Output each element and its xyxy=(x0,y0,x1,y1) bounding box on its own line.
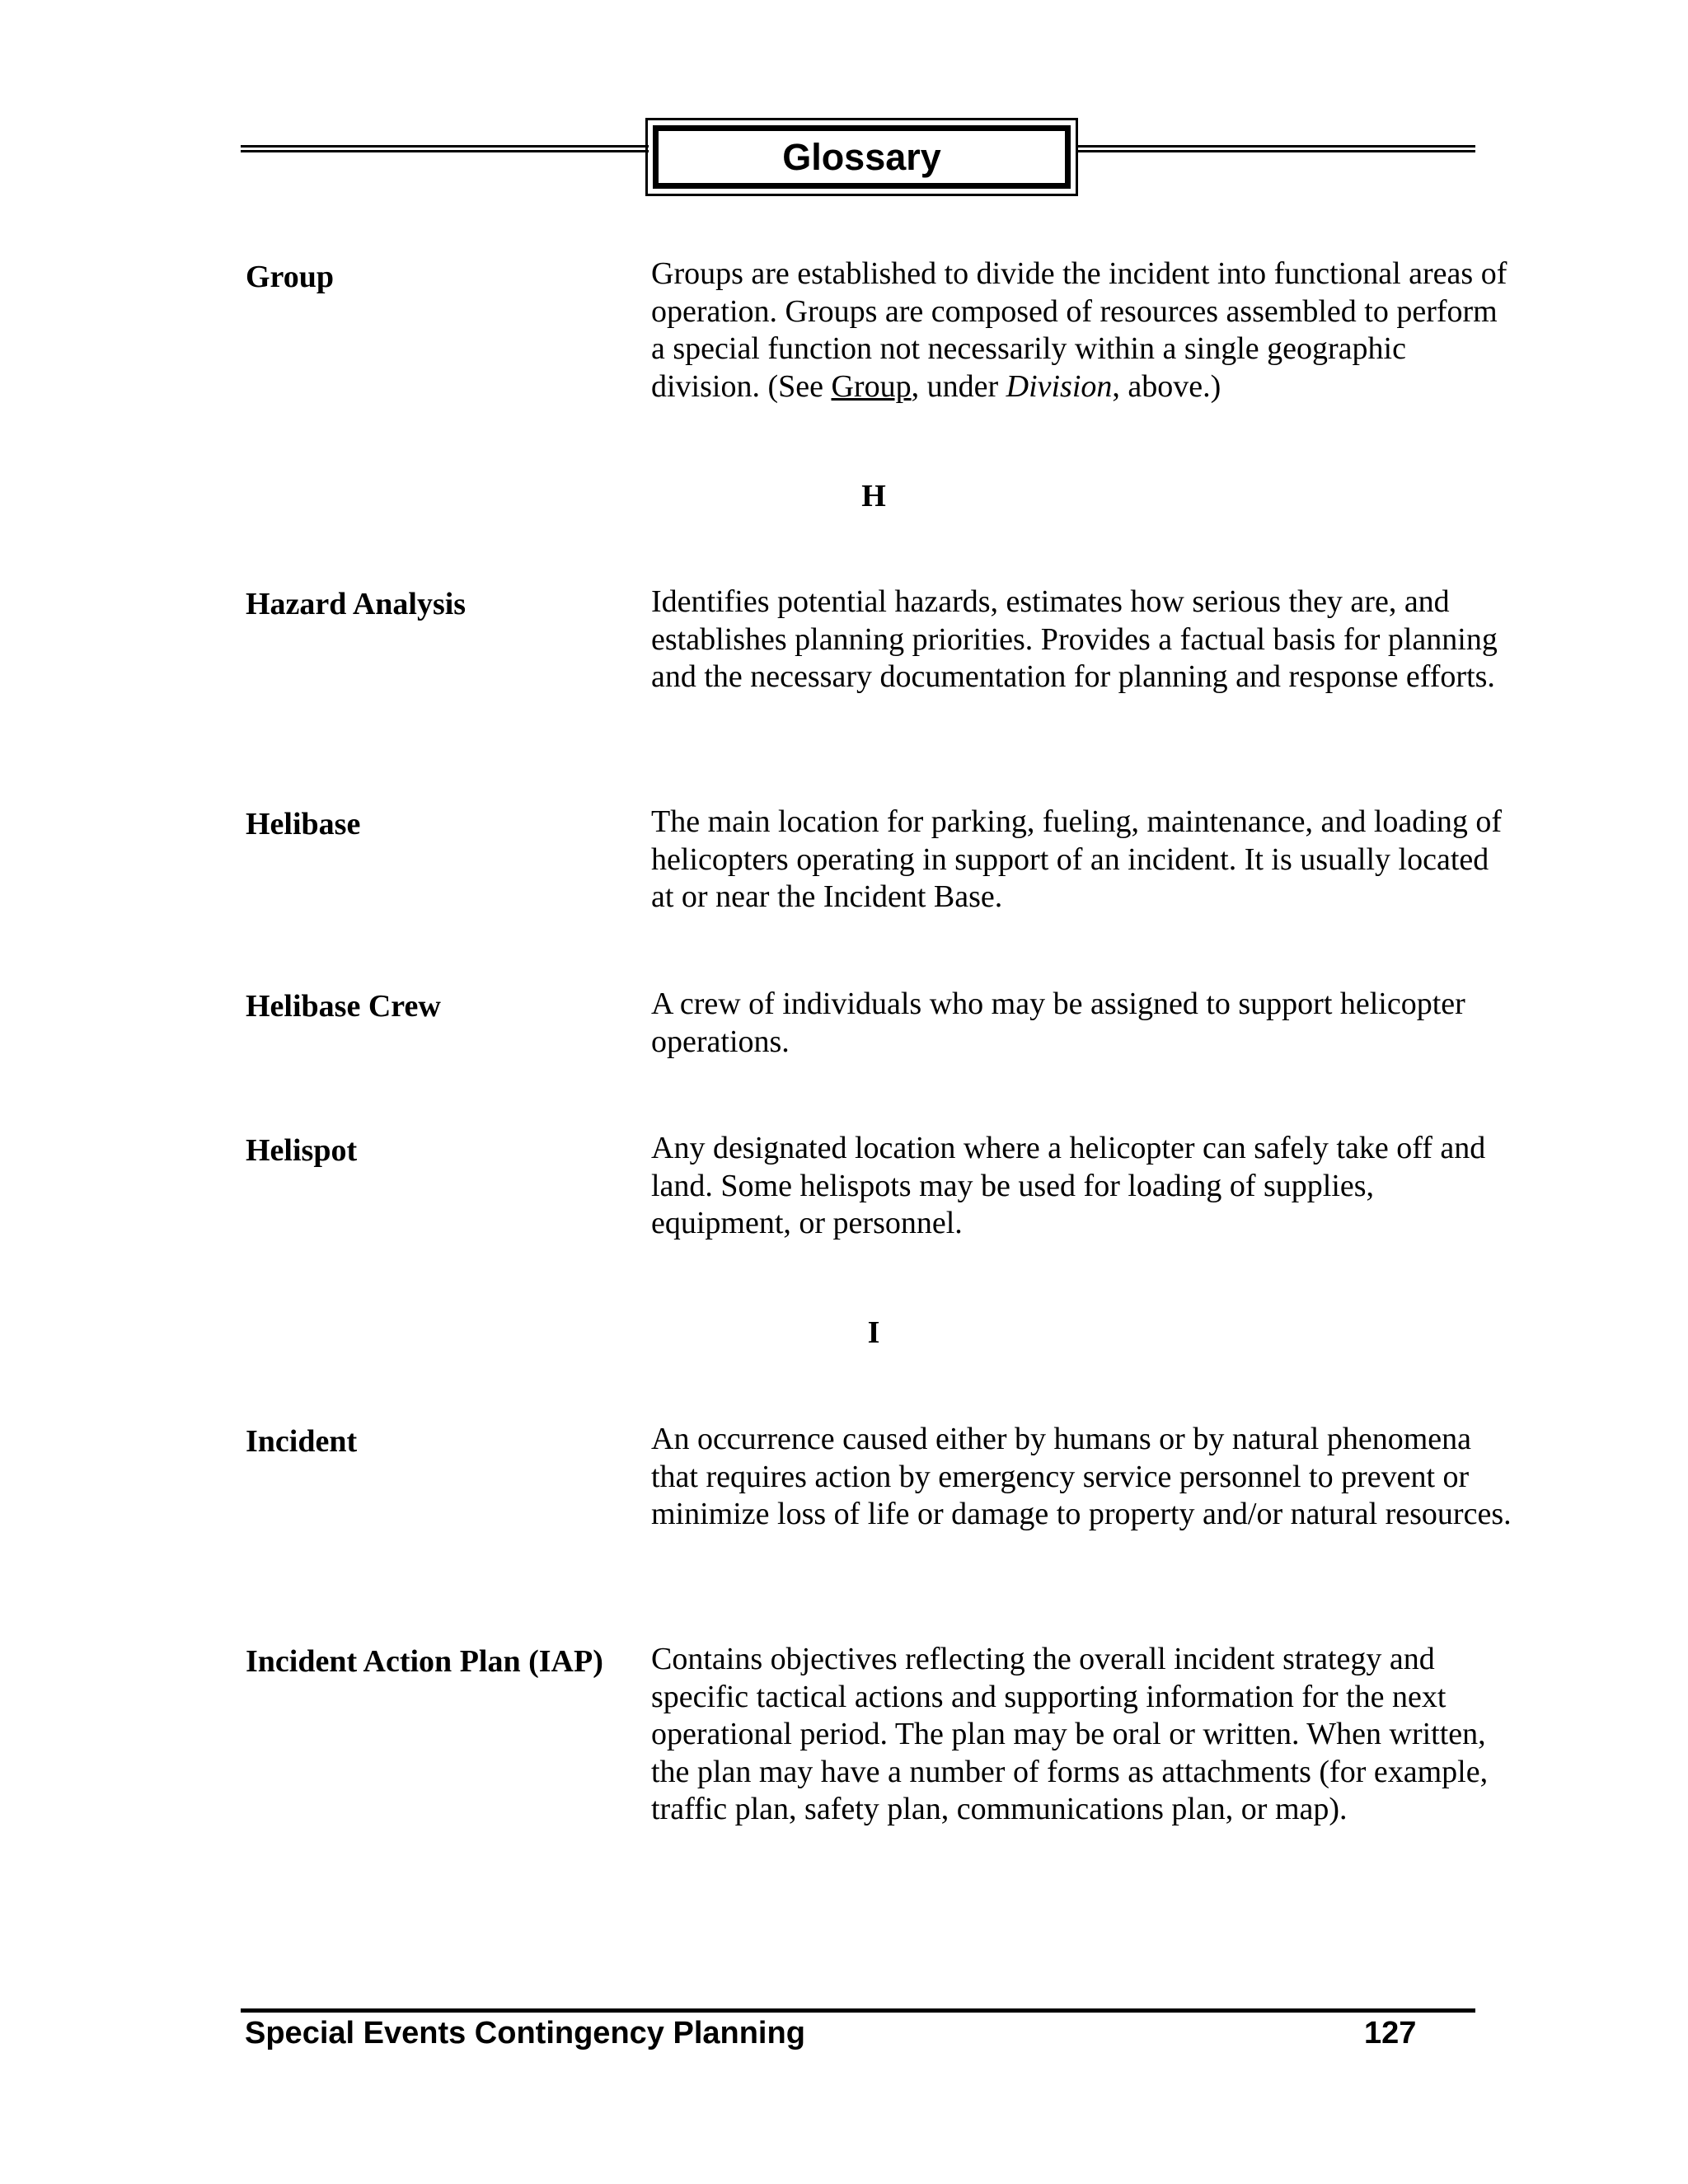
glossary-term: Helibase xyxy=(246,807,361,841)
section-letter-h: H xyxy=(861,479,886,513)
definition-text: , under xyxy=(911,368,1006,404)
footer-title: Special Events Contingency Planning xyxy=(245,2016,805,2050)
definition-text: , above.) xyxy=(1112,368,1221,404)
page-number: 127 xyxy=(1364,2016,1417,2050)
page-title: Glossary xyxy=(782,135,941,178)
header-title-box xyxy=(645,118,1078,196)
glossary-term: Hazard Analysis xyxy=(246,587,467,621)
header-rule-right xyxy=(1078,145,1475,152)
glossary-definition: Any designated location where a helicopter can safely take off and land. Some helispots may be used for loading of supplies, equipment, or personnel. xyxy=(651,1131,1486,1241)
glossary-definition: The main location for parking, fueling, maintenance, and loading of helicopters operating in support of an incident. It is usually located at or near the Incident Base. xyxy=(651,804,1502,915)
glossary-term: Group xyxy=(246,260,335,294)
section-letter-i: I xyxy=(867,1315,880,1350)
footer-rule xyxy=(241,2008,1475,2013)
glossary-term: Helibase Crew xyxy=(246,989,441,1024)
glossary-definition: Identifies potential hazards, estimates how serious they are, and establishes planning priorities. Provides a factual basis for planning and the necessary documentation for planning and response efforts. xyxy=(651,584,1498,695)
header-title-frame xyxy=(653,125,1071,189)
glossary-term: Incident Action Plan (IAP) xyxy=(246,1644,603,1679)
glossary-definition xyxy=(651,255,1517,405)
glossary-term: Helispot xyxy=(246,1133,358,1168)
definition-text: Groups are established to divide the incident into functional areas of operation. Groups are composed of resources assembled to perform a special function not necessarily within a single geographic division. (See xyxy=(651,256,1507,404)
cross-reference-link[interactable]: Group xyxy=(831,368,912,404)
glossary-definition: A crew of individuals who may be assigned to support helicopter operations. xyxy=(651,987,1465,1059)
glossary-definition: An occurrence caused either by humans or by natural phenomena that requires action by emergency service personnel to prevent or minimize loss of life or damage to property and/or natural resources. xyxy=(651,1422,1512,1532)
glossary-term: Incident xyxy=(246,1424,358,1459)
glossary-definition: Contains objectives reflecting the overall incident strategy and specific tactical actions and supporting information for the next operational period. The plan may be oral or written. When written, the plan may have a number of forms as attachments (for example, traffic plan, safety plan, communications plan, or map). xyxy=(651,1642,1489,1827)
header-rule-left xyxy=(241,145,649,152)
definition-emphasis: Division xyxy=(1006,368,1113,404)
